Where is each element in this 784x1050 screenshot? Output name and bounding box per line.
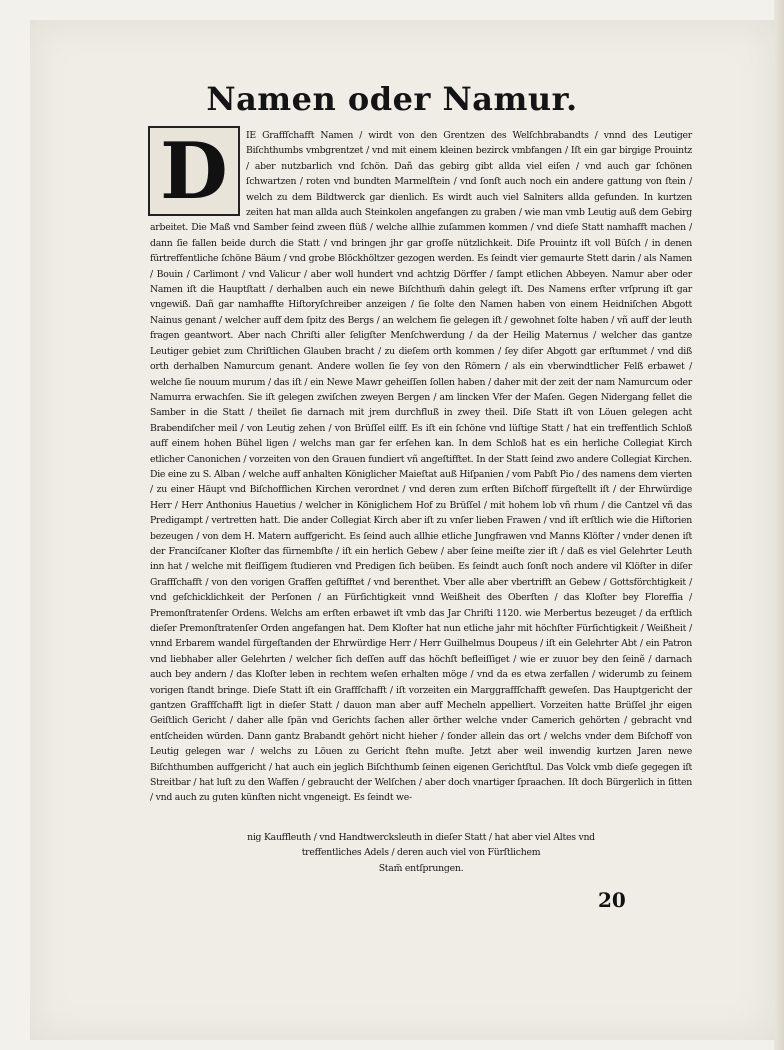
closing-lines bbox=[150, 830, 692, 876]
page-number: 20 bbox=[598, 888, 626, 912]
closing-line-1: nig Kauffleuth / vnd Handtwercksleuth in dieſer Statt / hat aber viel Altes vnd bbox=[247, 832, 595, 843]
page-title: Namen oder Namur. bbox=[206, 80, 578, 118]
closing-line-3: Stam̃ entſprungen. bbox=[378, 862, 464, 874]
body-text: IE Graffſchafft Namen / wirdt von den Grentzen des Welſchbrabandts / vnnd des Leutiger Biſchthumbs vmbgrentzet / vnd mit einem kleinen bezirck vmbfangen / Iſt ein gar birgige Prouintz / aber nutzbarlich vnd ſchön. Dañ das gebirg gibt allda viel eiſen / vnd auch gar ſchönen ſchwartzen / roten vnd bundten Marmelſtein / vnd ſonſt auch noch ein andere gattung von ſtein / welch zu dem Bildtwerck gar dienlich. Es wirdt auch viel Salniters allda gefunden. In kurtzen zeiten hat man allda auch Steinkolen angefangen zu graben / wie man vmb Leutig auß dem Gebirg arbeitet. Die Maß vnd Samber ſeind zween flüß / welche allhie zuſammen kommen / vnd dieſe Statt namhafft machen / dann ſie fallen beide durch die Statt / vnd bringen jhr gar groſſe nützlichkeit. Diſe Prouintz iſt voll Büſch / in denen fürtreffentliche ſchöne Bäum / vnd grobe Blöckhöltzer gezogen werden. Es ſeindt vier gemaurte Stett darin / als Namen / Bouin / Carlimont / vnd Valicur / aber woll hundert vnd achtzig Dörffer / ſampt etlichen Abbeyen. Namur aber oder Namen iſt die Hauptſtatt / derhalben auch ein newe Biſchthum̃ dahin gelegt iſt. Des Namens erſter vrſprung iſt gar vngewiß. Dañ gar namhaffte Hiſtoryſchreiber anzeigen / ſie ſolte den Namen haben von einem Heidniſchen Abgott Nainus genant / welcher auff dem ſpitz des Bergs / an welchem ſie gelegen iſt / gewohnet ſolte haben / vñ auff der leuth fragen geantwort. Aber nach Chriſti aller ſeligſter Menſchwerdung / da der Heilig Maternus / welcher das gantze Leutiger gebiet zum Chriſtlichen Glauben bracht / zu dieſem orth kommen / ſey diſer Abgott gar erſtummet / vnd diß orth derhalben Namurcum genant. Andere wollen ſie ſey von den Römern / als ein vberwindtlicher Felß erbawet / welche ſie nouum murum / das iſt / ein Newe Mawr geheiſſen ſollen haben / daher mit der zeit der nam Namurcum oder Namurra erwachſen. Sie iſt gelegen zwiſchen zweyen Bergen / am lincken Vfer der Maſen. Gegen Nidergang fellet die Samber in die Statt / theilet ſie darnach mit jrem durchfluß in zwey theil. Diſe Statt iſt von Löuen gelegen acht Brabendiſcher meil / von Leutig zehen / von Brüſſel eilff. Es iſt ein ſchöne vnd lüſtige Statt / hat ein treffentlich Schloß auff einem hohen Bühel ligen / welchs man gar fer erſehen kan. In dem Schloß hat es ein herliche Collegiat Kirch etlicher Canonichen / vorzeiten von den Grauen fundiert vñ angeſtifftet. In der Statt ſeind zwo andere Collegiat Kirchen. Die eine zu S. Alban / welche auff anhalten Königlicher Maieſtat auß Hiſpanien / vom Pabſt Pio / des namens dem vierten / zu einer Häupt vnd Biſchofflichen Kirchen verordnet / vnd deren zum erſten Biſchoff fürgeſtellt iſt / der Ehrwürdige Herr / Herr Anthonius Hauetius / welcher in Königlichem Hof zu Brüſſel / mit hohem lob vñ rhum / die Cantzel vñ das Predigampt / vertretten hatt. Die ander Collegiat Kirch aber iſt zu vnſer lieben Frawen / vnd iſt erſtlich wie die Hiſtorien bezeugen / von dem H. Matern auffgericht. Es ſeind auch allhie etliche Jungfrawen vnd Manns Klöſter / vnder denen iſt der Franciſcaner Kloſter das fürnembſte / iſt ein herlich Gebew / aber ſeine meiſte zier iſt / daß es viel Gelehrter Leuth inn hat / welche mit fleiſſigem ſtudieren vnd Predigen ſich beüben. Es ſeindt auch ſonſt noch andere vil Klöſter in diſer Graffſchafft / von den vorigen Graffen geſtifftet / vnd berenthet. Vber alle aber vbertrifft an Gebew / Gottsförchtigkeit / vnd geſchicklichkeit der Perſonen / an Fürſichtigkeit vnnd Weißheit des Oberſten / das Kloſter bey Floreffia / Premonſtratenſer Ordens. Welchs am erſten erbawet iſt vmb das Jar Chriſti 1120. wie Merbertus bezeuget / da erſtlich dieſer Premonſtratenſer Orden angefangen hat. Dem Kloſter hat nun etliche jahr mit höchſter Fürſichtigkeit / Weißheit / vnnd Erbarem wandel fürgeſtanden der Ehrwürdige Herr / Herr Guilhelmus Doupeus / iſt ein Gelehrter Abt / ein Patron vnd liebhaber aller Gelehrten / welcher ſich deſſen auff das höchſt befleiſſiget / wie er zuuor bey den ſeinẽ / darnach auch bey andern / das Kloſter leben in rechtem weſen erhalten möge / vnd da es etwa zerfallen / widerumb zu ſeinem vorigen ſtandt bringe. Dieſe Statt iſt ein Graffſchafft / iſt vorzeiten ein Marggraffſchafft geweſen. Das Hauptgericht der gantzen Graffſchafft ligt in dieſer Statt / dauon man aber auff Mecheln appelliert. Vorzeiten hatte Brüſſel jhr eigen Geiſtlich Gericht / daher alle ſpän vnd Gerichts ſachen aller örther welche vnder Camerich gehörten / gebracht vnd entſcheiden würden. Dann gantz Brabandt gehört nicht hieher / ſonder allein das ort / welchs vnder dem Biſchoff von Leutig gelegen war / welchs zu Löuen zu Gericht ſtehn muſte. Jetzt aber weil inwendig kurtzen Jaren newe Biſchthumben auffgericht / hat auch ein jeglich Biſchthumb ſeinen eigenen Gerichtſtul. Das Volck vmb dieſe gegegen iſt Streitbar / hat luſt zu den Waffen / gebraucht der Welſchen / aber doch vnartiger ſpraachen. Iſt doch Bürgerlich in ſitten / vnd auch zu guten künſten nicht vngeneigt. Es ſeindt we- bbox=[150, 130, 692, 804]
closing-line-2: treffentliches Adels / deren auch viel von Fürſtlichem bbox=[301, 847, 541, 859]
page-edge bbox=[774, 0, 784, 1050]
decorated-initial: D bbox=[148, 126, 240, 216]
